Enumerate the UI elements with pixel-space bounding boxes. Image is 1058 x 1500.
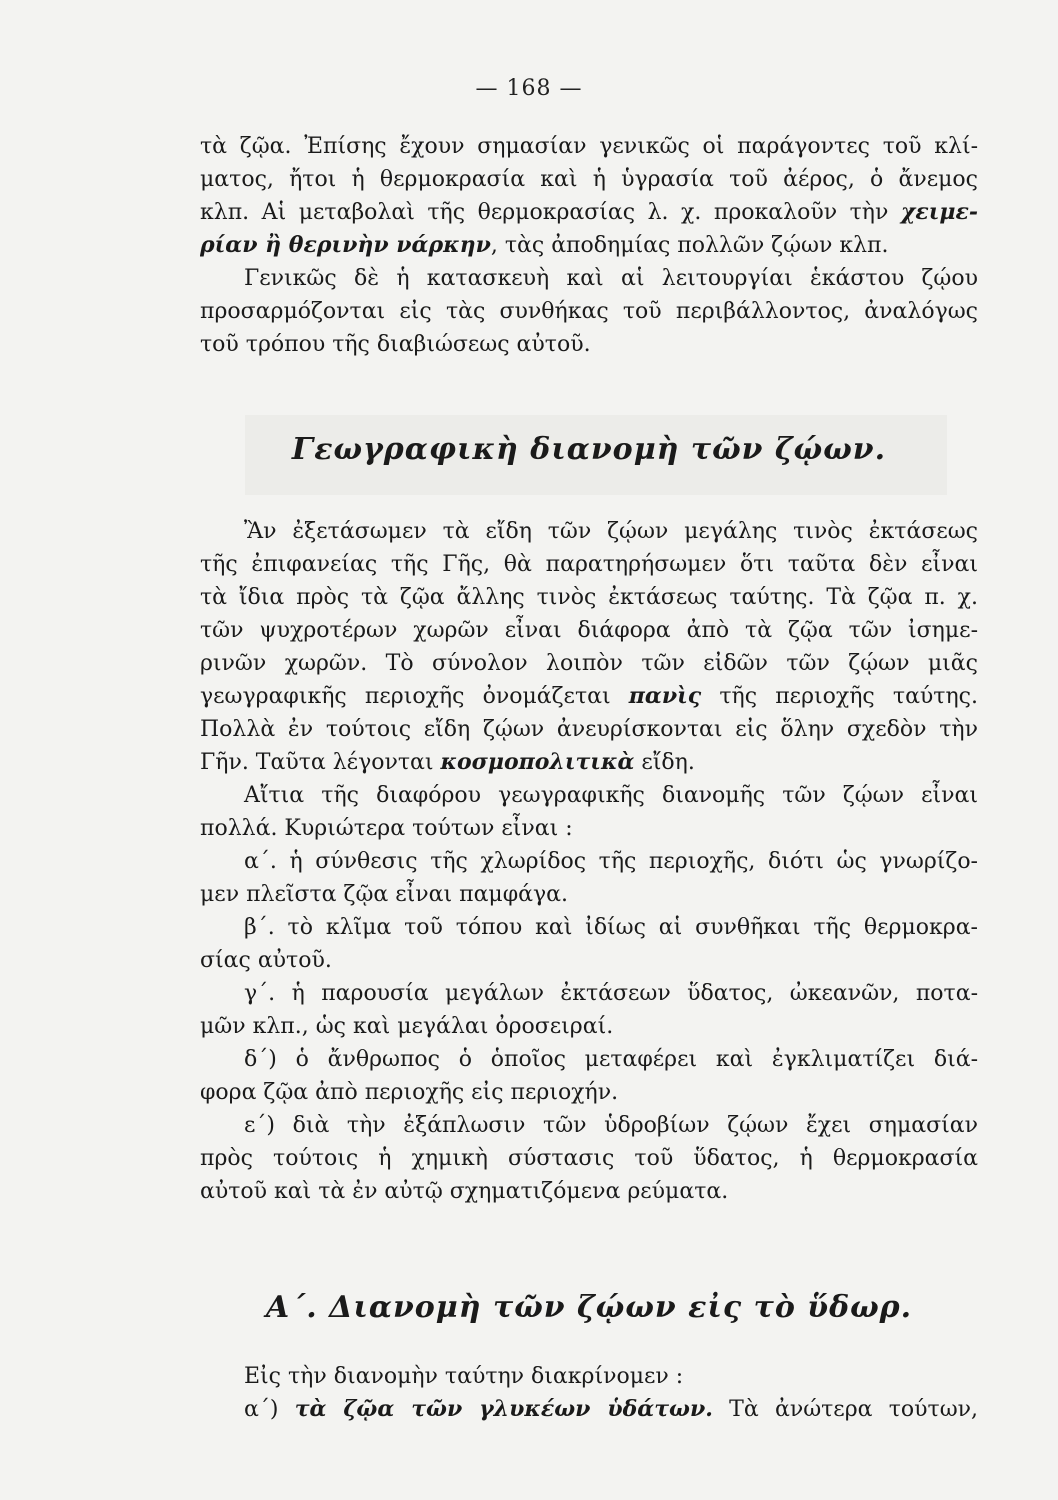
emphasis-text: ρίαν ἢ θερινὴν νάρκην [200,232,491,258]
section-heading: Α΄. Διανομὴ τῶν ζῴων εἰς τὸ ὕδωρ. [265,1290,913,1325]
emphasis-text: κοσμοπολιτικὰ [440,749,635,775]
text-line: πολλά. Κυριώτερα τούτων εἶναι : [200,816,573,841]
text-span: γεωγραφικῆς περιοχῆς ὀνομάζεται [200,684,611,709]
text-line: Ἂν ἐξετάσωμεν τὰ εἴδη τῶν ζῴων μεγάλης τινὸς ἐκτάσεως [244,519,978,544]
text-line: πρὸς τούτοις ἡ χημικὴ σύστασις τοῦ ὕδατος, ἡ θερμοκρασία [200,1146,978,1171]
emphasis-text: χειμε- [900,199,978,225]
section-body [200,1360,978,1426]
text-span: κλπ. Αἱ μεταβολαὶ τῆς θερμοκρασίας λ. χ. προκαλοῦν τὴν [200,200,889,225]
text-line: σίας αὐτοῦ. [200,948,332,973]
section-heading: Γεωγραφικὴ διανομὴ τῶν ζῴων. [291,432,887,467]
text-line: τὰ ἴδια πρὸς τὰ ζῷα ἄλλης τινὸς ἐκτάσεως ταύτης. Τὰ ζῷα π. χ. [200,585,978,610]
text-line [200,196,978,229]
text-line: τῶν ψυχροτέρων χωρῶν εἶναι διάφορα ἀπὸ τὰ ζῷα τῶν ἰσημε- [200,618,978,643]
text-span: , τὰς ἀποδημίας πολλῶν ζῴων κλπ. [490,233,889,258]
text-span: Τὰ ἀνώτερα τούτων, [729,1397,978,1422]
text-line: δ΄) ὁ ἄνθρωπος ὁ ὁποῖος μεταφέρει καὶ ἐγκλιματίζει διά- [244,1047,978,1072]
section-body [200,515,978,1208]
text-line: ε΄) διὰ τὴν ἐξάπλωσιν τῶν ὑδροβίων ζῴων ἔχει σημασίαν [244,1113,978,1138]
text-line: προσαρμόζονται εἰς τὰς συνθήκας τοῦ περιβάλλοντος, ἀναλόγως [200,299,978,324]
page-number: — 168 — [475,76,583,101]
text-line: Γενικῶς δὲ ἡ κατασκευὴ καὶ αἱ λειτουργίαι ἑκάστου ζῴου [244,266,978,291]
text-span: α΄) [244,1397,279,1422]
text-line: Εἰς τὴν διανομὴν ταύτην διακρίνομεν : [244,1364,684,1389]
text-span: τῆς περιοχῆς ταύτης. [719,684,978,709]
text-line: ματος, ἤτοι ἡ θερμοκρασία καὶ ἡ ὑγρασία τοῦ ἀέρος, ὁ ἄνεμος [200,167,978,192]
text-line [200,1393,978,1426]
text-line: μῶν κλπ., ὡς καὶ μεγάλαι ὀροσειραί. [200,1014,614,1039]
text-line: Αἴτια τῆς διαφόρου γεωγραφικῆς διανομῆς τῶν ζῴων εἶναι [244,783,978,808]
text-line: τῆς ἐπιφανείας τῆς Γῆς, θὰ παρατηρήσωμεν ὅτι ταῦτα δὲν εἶναι [200,552,978,577]
text-line: γ΄. ἡ παρουσία μεγάλων ἐκτάσεων ὕδατος, ὠκεανῶν, ποτα- [244,981,978,1006]
text-span: Γῆν. Ταῦτα λέγονται [200,750,434,775]
text-line: μεν πλεῖστα ζῷα εἶναι παμφάγα. [200,882,568,907]
text-line [200,746,978,779]
text-span: εἴδη. [641,750,695,775]
text-line [200,229,978,262]
text-line: τοῦ τρόπου τῆς διαβιώσεως αὐτοῦ. [200,332,591,357]
emphasis-text: τὰ ζῷα τῶν γλυκέων ὑδάτων. [294,1396,713,1422]
text-line: αὐτοῦ καὶ τὰ ἐν αὐτῷ σχηματιζόμενα ρεύματα. [200,1179,729,1204]
text-line: ρινῶν χωρῶν. Τὸ σύνολον λοιπὸν τῶν εἰδῶν τῶν ζῴων μιᾶς [200,651,978,676]
emphasis-text: πανὶς [628,683,702,709]
text-line: Πολλὰ ἐν τούτοις εἴδη ζῴων ἀνευρίσκονται εἰς ὅλην σχεδὸν τὴν [200,717,978,742]
text-line: β΄. τὸ κλῖμα τοῦ τόπου καὶ ἰδίως αἱ συνθῆκαι τῆς θερμοκρα- [244,915,978,940]
text-line: φορα ζῷα ἀπὸ περιοχῆς εἰς περιοχήν. [200,1080,619,1105]
text-line [200,680,978,713]
text-line: τὰ ζῷα. Ἐπίσης ἔχουν σημασίαν γενικῶς οἱ παράγοντες τοῦ κλί- [200,134,978,159]
intro-paragraph [200,130,978,361]
text-line: α΄. ἡ σύνθεσις τῆς χλωρίδος τῆς περιοχῆς, διότι ὡς γνωρίζο- [244,849,978,874]
